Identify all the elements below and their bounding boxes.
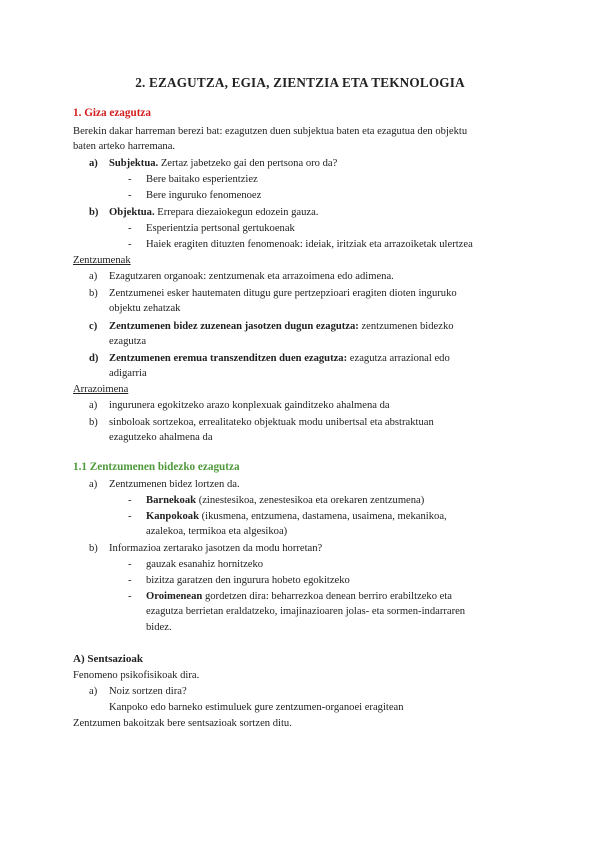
- item-text: ezagutza arrazional edo: [347, 353, 450, 364]
- document-title: 2. EZAGUTZA, EGIA, ZIENTZIA ETA TEKNOLOGIA: [135, 75, 465, 90]
- sub-item: bizitza garatzen den ingurura hobeto egokitzeko: [146, 575, 350, 586]
- list-item-subjektua: [109, 157, 337, 170]
- item-text: gordetzen dira: beharrezkoa denean berriro erabiltzeko eta: [202, 591, 453, 602]
- list-item-objektua: [109, 206, 318, 219]
- dash-marker: -: [128, 559, 132, 570]
- sub-item: Haiek eragiten dituzten fenomenoak: ideiak, iritziak eta arrazoiketak ulertzea: [146, 239, 473, 250]
- dash-marker: -: [128, 495, 132, 506]
- term-subjektua: Subjektua.: [109, 158, 159, 169]
- section-heading-giza-ezagutza: 1. Giza ezagutza: [73, 107, 151, 119]
- list-marker: a): [89, 479, 98, 490]
- item-text: (ikusmena, entzumena, dastamena, usaimena, mekanikoa,: [199, 511, 447, 522]
- paragraph: Zentzumen bakoitzak bere sentsazioak sortzen ditu.: [73, 718, 292, 729]
- dash-marker: -: [128, 239, 132, 250]
- list-item-continued: adigarria: [109, 368, 147, 379]
- dash-marker: -: [128, 511, 132, 522]
- list-item: [109, 320, 454, 333]
- list-item-continued: ezagutzeko ahalmena da: [109, 432, 213, 443]
- sub-item-continued: azalekoa, termikoa eta algesikoa): [146, 526, 288, 537]
- sub-item: Esperientzia pertsonal gertukoenak: [146, 223, 295, 234]
- sub-item: [146, 510, 447, 523]
- sub-item: Bere baitako esperientziez: [146, 174, 258, 185]
- sub-item: [146, 590, 452, 603]
- list-item-answer: Kanpoko edo barneko estimuluek gure zentzumen-organoei eragitean: [109, 702, 404, 713]
- list-item: Noiz sortzen dira?: [109, 686, 187, 697]
- sub-item-continued: bidez.: [146, 622, 172, 633]
- dash-marker: -: [128, 591, 132, 602]
- dash-marker: -: [128, 575, 132, 586]
- list-marker: a): [89, 271, 98, 282]
- item-text: zentzumenen bidezko: [358, 321, 454, 332]
- list-marker: b): [89, 207, 99, 218]
- term: Zentzumenen bidez zuzenean jasotzen dugun ezagutza:: [109, 321, 359, 332]
- dash-marker: -: [128, 223, 132, 234]
- intro-line-1: Berekin dakar harreman berezi bat: ezagutzen duen subjektua baten eta ezagutua den objektu: [73, 126, 468, 137]
- list-marker: c): [89, 321, 98, 332]
- subheading-zentzumenak: Zentzumenak: [73, 255, 131, 266]
- term-oroimenean: Oroimenean: [146, 591, 203, 602]
- term: Zentzumenen eremua transzenditzen duen ezagutza:: [109, 353, 348, 364]
- term-objektua: Objektua.: [109, 207, 155, 218]
- term-kanpokoak: Kanpokoak: [146, 511, 199, 522]
- intro-line-2: baten arteko harremana.: [73, 141, 176, 152]
- list-item: [109, 352, 450, 365]
- list-item-continued: ezagutza: [109, 336, 147, 347]
- item-text: (zinestesikoa, zenestesikoa eta orekaren zentzumena): [196, 495, 425, 506]
- sub-item: [146, 494, 424, 507]
- list-item: Informazioa zertarako jasotzen da modu horretan?: [109, 543, 323, 554]
- paragraph: Fenomeno psikofisikoak dira.: [73, 670, 200, 681]
- list-item: Ezagutzaren organoak: zentzumenak eta arrazoimena edo adimena.: [109, 271, 394, 282]
- list-item: Zentzumenei esker hautematen ditugu gure pertzepzioari eragiten dioten inguruko: [109, 288, 457, 299]
- section-heading-1-1: 1.1 Zentzumenen bidezko ezagutza: [73, 461, 240, 473]
- subheading-arrazoimena: Arrazoimena: [73, 384, 129, 395]
- list-marker: b): [89, 417, 98, 428]
- list-marker: b): [89, 543, 98, 554]
- list-marker: a): [89, 158, 98, 169]
- item-text: Errepara diezaiokegun edozein gauza.: [154, 207, 319, 218]
- subheading-sentsazioak: A) Sentsazioak: [73, 653, 143, 665]
- list-item: ingurunera egokitzeko arazo konplexuak gainditzeko ahalmena da: [109, 400, 390, 411]
- term-barnekoak: Barnekoak: [146, 495, 197, 506]
- list-marker: a): [89, 400, 98, 411]
- sub-item-continued: ezagutza berrietan eraldatzeko, imajinazioaren jolas- eta sormen-indarraren: [146, 606, 466, 617]
- list-marker: b): [89, 288, 98, 299]
- list-item: sinboloak sortzekoa, errealitateko objektuak modu unibertsal eta abstraktuan: [109, 417, 434, 428]
- list-marker: a): [89, 686, 98, 697]
- sub-item: Bere inguruko fenomenoez: [146, 190, 262, 201]
- dash-marker: -: [128, 190, 132, 201]
- sub-item: gauzak esanahiz hornitzeko: [146, 559, 264, 570]
- dash-marker: -: [128, 174, 132, 185]
- item-text: Zertaz jabetzeko gai den pertsona oro da?: [158, 158, 338, 169]
- list-item-continued: objektu zehatzak: [109, 303, 181, 314]
- list-marker: d): [89, 353, 99, 364]
- list-item: Zentzumenen bidez lortzen da.: [109, 479, 240, 490]
